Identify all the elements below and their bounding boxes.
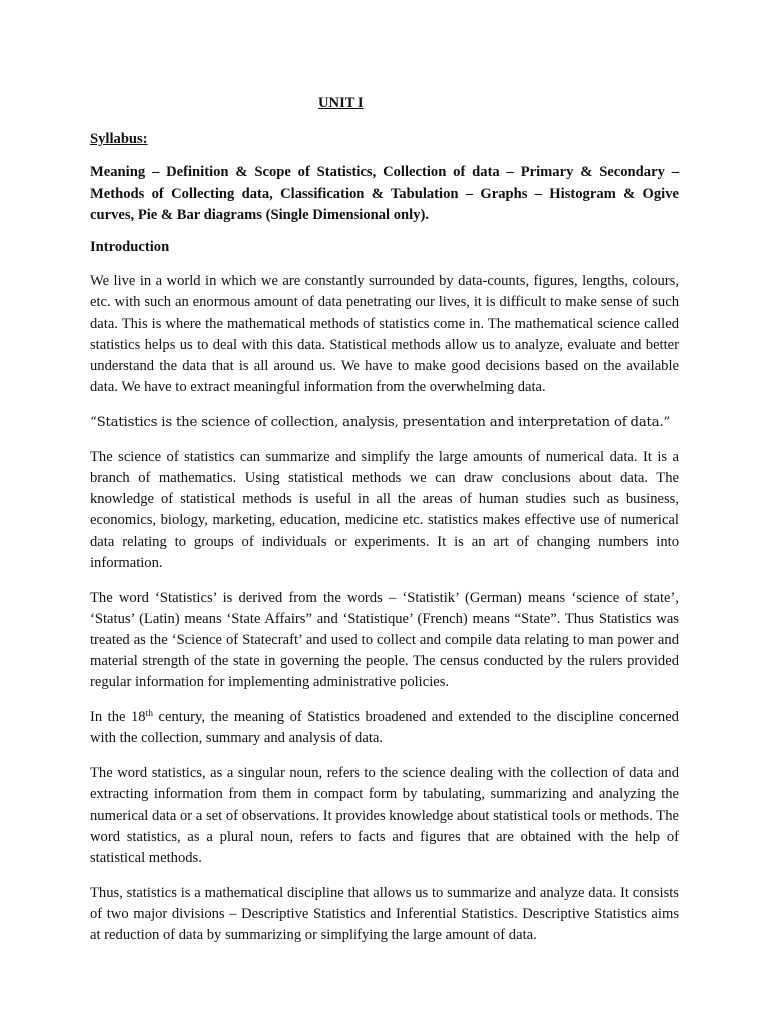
paragraph-intro: We live in a world in which we are constantly surrounded by data-counts, figures, lengths, colours, etc. with such an enormous amount of data penetrating our lives, it is difficult to make sense of such data. This is where the mathematical methods of statistics come in. The mathematical science called statistics helps us to deal with this data. Statistical methods allow us to analyze, evaluate and better understand the data that is all around us. We have to make good decisions based on the available data. We have to extract meaningful information from the overwhelming data. [90, 273, 679, 396]
unit-title: UNIT I [318, 95, 364, 111]
syllabus-text: Meaning – Definition & Scope of Statistics, Collection of data – Primary & Secondary – Methods of Collecting data, Classification & Tabulation – Graphs – Histogram & Ogive curves, Pie & Bar diagrams (Single Dimensional only). [90, 164, 679, 223]
page-content [90, 93, 679, 960]
definition-quote: “Statistics is the science of collection, analysis, presentation and interpretation of data.” [90, 415, 671, 431]
paragraph-science-of-statistics: The science of statistics can summarize and simplify the large amounts of numerical data. It is a branch of mathematics. Using statistical methods we can draw conclusions about data. The knowledge of statistical methods is useful in all the areas of human studies such as business, economics, biology, marketing, education, medicine etc. statistics makes effective use of numerical data relating to groups of individuals or experiments. It is an art of changing numbers into information. [90, 448, 679, 571]
paragraph-divisions: Thus, statistics is a mathematical discipline that allows us to summarize and analyze data. It consists of two major divisions – Descriptive Statistics and Inferential Statistics. Descriptive Statistics aims at reduction of data by summarizing or simplifying the large amount of data. [90, 884, 679, 944]
ordinal-superscript: th [145, 709, 153, 720]
introduction-heading: Introduction [90, 239, 170, 256]
paragraph-18th-century-end: century, the meaning of Statistics broadened and extended to the discipline concerned with the collection, summary and analysis of data. [90, 709, 679, 747]
paragraph-word-origin: The word ‘Statistics’ is derived from the words – ‘Statistik’ (German) means ‘science of state’, ‘Status’ (Latin) means ‘State Affairs” and ‘Statistique’ (French) means “State”. Thus Statistics was treated as the ‘Science of Statecraft’ and used to collect and compile data relating to man power and material strength of the state in governing the people. The census conducted by the rulers provided regular information for implementing administrative policies. [90, 589, 679, 691]
syllabus-label: Syllabus: [90, 131, 148, 148]
paragraph-18th-century [90, 707, 679, 749]
paragraph-18th-century-start: In the 18 [90, 709, 146, 726]
paragraph-singular-plural: The word statistics, as a singular noun, refers to the science dealing with the collection of data and extracting information from them in compact form by tabulating, summarizing and analyzing the numerical data or a set of observations. It provides knowledge about statistical tools or methods. The word statistics, as a plural noun, refers to facts and figures that are obtained with the help of statistical methods. [90, 765, 679, 867]
